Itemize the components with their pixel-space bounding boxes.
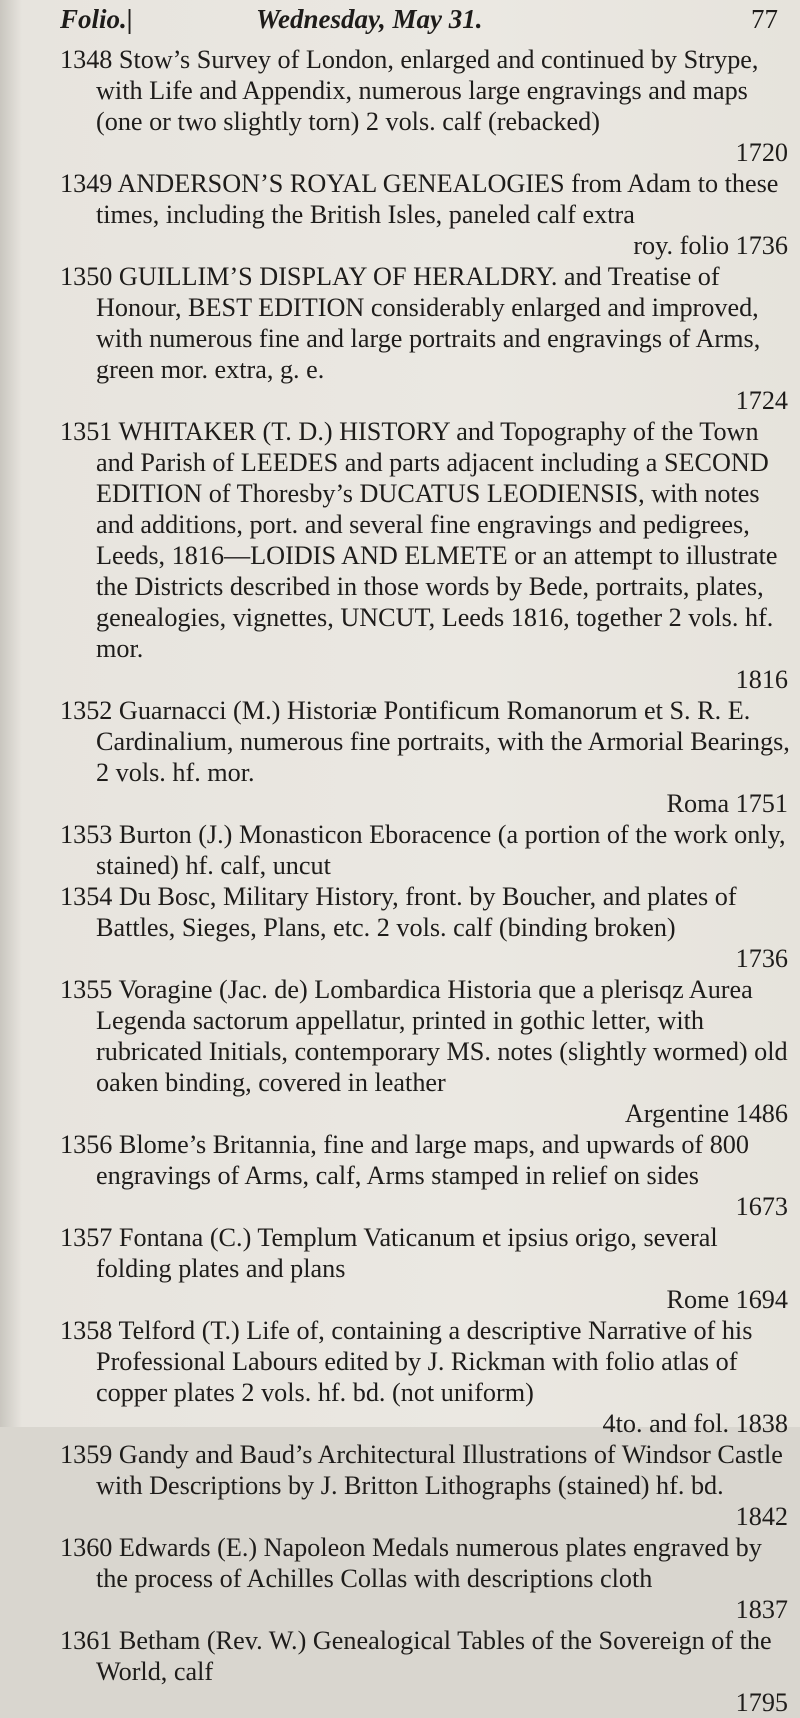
lot-description: GUILLIM’S DISPLAY OF HERALDRY. and Treatise of Honour, BEST EDITION considerably enlarged and improved, with numerous fine and large portraits and engravings of Arms, green mor. extra, g. e.: [96, 262, 761, 384]
lot-number: 1353: [60, 820, 113, 849]
lot-date: 1842: [735, 1502, 788, 1531]
lot-entry: [60, 974, 790, 1129]
lot-description: Betham (Rev. W.) Genealogical Tables of the Sovereign of the World, calf: [96, 1626, 772, 1686]
lot-number: 1354: [60, 882, 113, 911]
lot-number: 1352: [60, 696, 113, 725]
lot-date: 1795: [735, 1688, 788, 1717]
lot-date: 1720: [735, 138, 788, 167]
header-date: Wednesday, May 31.: [256, 4, 483, 34]
lot-description: Voragine (Jac. de) Lombardica Historia que a plerisqz Aurea Legenda sactorum appellatur, printed in gothic letter, with rubricated Initials, contemporary MS. notes (slightly wormed) old oaken binding, covered in leather: [96, 975, 788, 1097]
lot-description: Gandy and Baud’s Architectural Illustrations of Windsor Castle with Descriptions by J. Britton Lithographs (stained) hf. bd.: [96, 1440, 783, 1500]
page-header: [60, 4, 790, 40]
lot-number: 1356: [60, 1130, 113, 1159]
lot-number: 1359: [60, 1440, 113, 1469]
lot-entry: [60, 44, 790, 168]
lot-date: roy. folio 1736: [633, 231, 788, 260]
lot-entry: [60, 1129, 790, 1222]
lot-description: WHITAKER (T. D.) HISTORY and Topography of the Town and Parish of LEEDES and parts adjacent including a SECOND EDITION of Thoresby’s DUCATUS LEODIENSIS, with notes and additions, port. and several fine engravings and pedigrees, Leeds, 1816—LOIDIS AND ELMETE or an attempt to illustrate the Districts described in those words by Bede, portraits, plates, genealogies, vignettes, UNCUT, Leeds 1816, together 2 vols. hf. mor.: [96, 417, 778, 663]
lot-description: Fontana (C.) Templum Vaticanum et ipsius origo, several folding plates and plans: [96, 1223, 718, 1283]
header-folio: Folio.|: [60, 4, 133, 34]
lot-description: Edwards (E.) Napoleon Medals numerous plates engraved by the process of Achilles Collas with descriptions cloth: [96, 1533, 762, 1593]
lot-entry: [60, 168, 790, 261]
lot-description: ANDERSON’S ROYAL GENEALOGIES from Adam to these times, including the British Isles, paneled calf extra: [96, 169, 779, 229]
lot-date: Roma 1751: [666, 789, 788, 818]
lot-description: Stow’s Survey of London, enlarged and continued by Strype, with Life and Appendix, numerous large engravings and maps (one or two slightly torn) 2 vols. calf (rebacked): [96, 45, 759, 136]
lot-number: 1351: [60, 417, 113, 446]
lot-number: 1361: [60, 1626, 113, 1655]
lot-entry: [60, 1222, 790, 1315]
lot-entry: [60, 819, 790, 881]
lot-entry: [60, 695, 790, 819]
lot-date: Argentine 1486: [624, 1099, 788, 1128]
lot-entry: [60, 1439, 790, 1532]
lot-number: 1350: [60, 262, 113, 291]
lot-date: 1816: [735, 665, 788, 694]
lot-description: Telford (T.) Life of, containing a descriptive Narrative of his Professional Labours edited by J. Rickman with folio atlas of copper plates 2 vols. hf. bd. (not uniform): [96, 1316, 753, 1407]
lot-date: 1673: [735, 1192, 788, 1221]
lot-number: 1357: [60, 1223, 113, 1252]
lot-entry: [60, 881, 790, 974]
lot-list: [60, 44, 790, 1718]
lot-number: 1360: [60, 1533, 113, 1562]
lot-description: Guarnacci (M.) Historiæ Pontificum Romanorum et S. R. E. Cardinalium, numerous fine portraits, with the Armorial Bearings, 2 vols. hf. mor.: [96, 696, 790, 787]
lot-number: 1349: [60, 169, 113, 198]
lot-number: 1358: [60, 1316, 113, 1345]
lot-number: 1355: [60, 975, 113, 1004]
lot-date: Rome 1694: [666, 1285, 788, 1314]
lot-description: Burton (J.) Monasticon Eboracence (a portion of the work only, stained) hf. calf, uncut: [96, 820, 786, 880]
lot-entry: [60, 261, 790, 416]
lot-entry: [60, 1625, 790, 1718]
lot-description: Blome’s Britannia, fine and large maps, and upwards of 800 engravings of Arms, calf, Arms stamped in relief on sides: [96, 1130, 749, 1190]
lot-description: Du Bosc, Military History, front. by Boucher, and plates of Battles, Sieges, Plans, etc. 2 vols. calf (binding broken): [96, 882, 737, 942]
lot-entry: [60, 416, 790, 695]
lot-number: 1348: [60, 45, 113, 74]
lot-entry: [60, 1532, 790, 1625]
lot-date: 1837: [735, 1595, 788, 1624]
lot-date: 4to. and fol. 1838: [602, 1409, 788, 1438]
lot-date: 1736: [735, 944, 788, 973]
lot-entry: [60, 1315, 790, 1439]
lot-date: 1724: [735, 386, 788, 415]
header-page-number: 77: [751, 4, 778, 34]
